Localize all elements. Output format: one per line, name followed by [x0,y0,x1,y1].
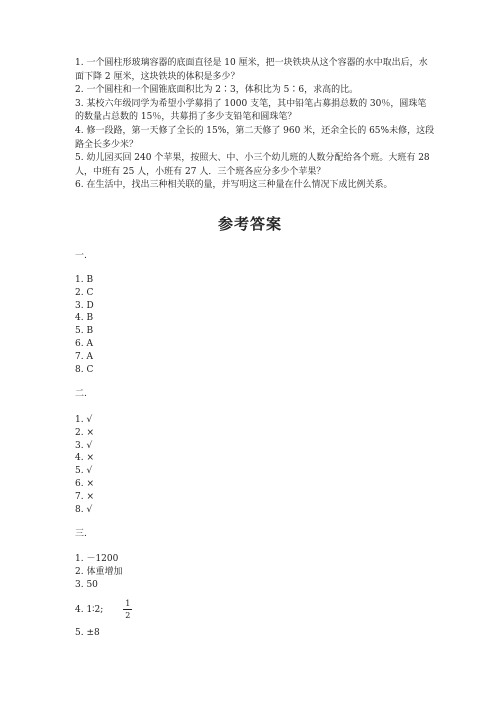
fraction [123,599,132,620]
answer-item: 2. C [75,287,94,298]
answer-item: 4. B [75,313,94,324]
answer-item: 8. √ [75,504,93,515]
answer-item-5: 5. ±8 [75,628,100,638]
answer-item: 2. 体重增加 [75,566,123,577]
section-3-list [75,553,122,591]
section-2-list [75,414,94,516]
section-1-list [75,274,94,376]
problem-6: 6. 在生活中，找出三种相关联的量，并写明这三种量在什么情况下成比例关系。 [75,180,393,191]
section-3-heading: 三. [75,529,87,539]
answer-item: 6. × [75,478,94,489]
answer-item: 1. B [75,275,94,285]
problem-2: 2. 一个圆柱和一个圆锥底面积比为 2∶3，体积比为 5∶6，求高的比。 [75,85,359,96]
problem-3: 3. 某校六年级同学为希望小学募捐了 1000 支笔，其中铅笔占募捐总数的 30％，圆珠笔的数量占总数的 15％，共募捐了多少支铅笔和圆珠笔？ [75,98,427,123]
answer-item: 8. C [75,364,94,375]
answer-item-4 [75,598,132,622]
answer-item: 5. B [75,326,94,337]
section-1-heading: 一. [75,251,87,261]
fraction-numerator: 1 [125,599,131,608]
answer-item: 1. －1200 [75,554,119,564]
answer-item: 1. √ [75,415,93,425]
answer-item: 4. × [75,453,94,464]
answer-item: 7. × [75,491,94,502]
answer-item: 7. A [75,351,93,362]
problem-1: 1. 一个圆柱形玻璃容器的底面直径是 10 厘米，把一块铁块从这个容器的水中取出后，水面下降 2 厘米，这块铁块的体积是多少？ [75,58,428,82]
problem-5: 5. 幼儿园买回 240 个苹果，按照大、中、小三个幼儿班的人数分配给各个班。大班有 28 人，中班有 25 人，小班有 27 人．三个班各应分多少个苹果？ [75,153,430,177]
answer-item: 6. A [75,338,93,349]
fraction-denominator: 2 [125,611,131,620]
answer-item: 5. √ [75,466,93,477]
problem-4: 4. 修一段路，第一天修了全长的 15%，第二天修了 960 米，还余全长的 65%未修，这段路全长多少米？ [75,125,435,150]
section-2-heading: 二. [75,389,87,399]
answer-item: 2. × [75,427,94,438]
answer-item: 3. 50 [75,579,98,590]
fraction-bar [123,609,132,610]
answer-item: 3. D [75,300,94,311]
answer-4-ratio: 4. 1∶2; [75,605,104,615]
problems-section [75,57,435,193]
answers-title: 参考答案 [217,215,282,233]
answer-item: 3. √ [75,440,93,451]
